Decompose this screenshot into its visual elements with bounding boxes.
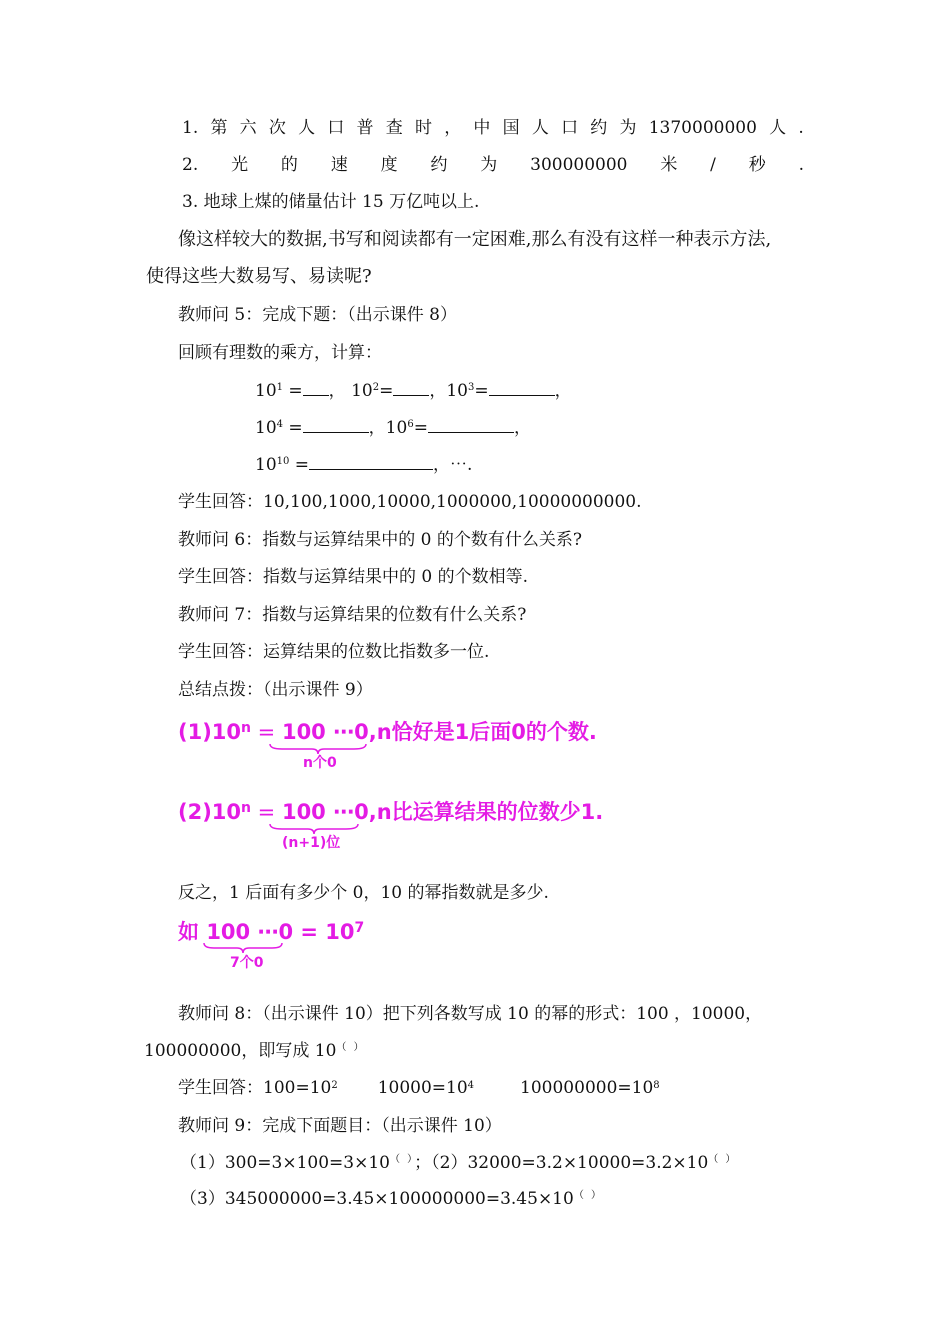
intro-token: 米 [660,155,678,175]
answer-blank[interactable] [303,379,329,396]
review-prompt: 回顾有理数的乘方，计算： [178,343,382,363]
intro-line-3: 3. 地球上煤的储量估计 15 万亿吨以上. [182,192,480,212]
intro-line-2 [182,154,804,176]
intro-token: 中 [473,118,491,138]
student-answer-6: 学生回答：指数与运算结果中的 0 的个数相等. [178,567,529,587]
intro-token: 六 [239,118,257,138]
answer-blank[interactable] [309,453,433,470]
intro-token: 1370000000 [648,118,757,138]
intro-token: 300000000 [530,155,628,175]
intro-token: 时 [414,118,432,138]
power-row-2: $10^4$ = ，$10^6=$ ， [255,418,531,438]
intro-token: 普 [356,118,374,138]
intro-token: . [798,155,804,175]
intro-token: 秒 [748,155,766,175]
answer-blank[interactable] [489,379,555,396]
intro-token: 约 [430,155,448,175]
intro-token: 次 [268,118,286,138]
student-answer-8: 学生回答：$100=10^2$ $10000=10^4$ $100000000=10^8$ [178,1078,660,1098]
intro-token: 查 [385,118,403,138]
student-answer-7: 学生回答：运算结果的位数比指数多一位. [178,642,490,662]
intro-token: 为 [619,118,637,138]
intro-token: 人 [531,118,549,138]
answer-blank[interactable] [428,416,514,433]
formula-1: $(1)10^n = 100$ ⋯0,n恰好是1后面0的个数. [178,720,597,744]
intro-token: . [798,118,804,138]
example-formula: 如 100 ⋯0 = $10^7$ [178,920,365,944]
intro-token: 光 [231,155,249,175]
formula-2: $(2)10^n = 100$ ⋯0,n比运算结果的位数少1. [178,800,604,824]
underbrace-label-2: (n+1)位 [282,835,341,851]
answer-blank[interactable] [393,379,429,396]
teacher-question-7: 教师问 7：指数与运算结果的位数有什么关系? [178,605,527,625]
intro-token: ， [444,118,462,138]
answer-blank[interactable] [303,416,369,433]
intro-token: 国 [502,118,520,138]
intro-paragraph-b: 使得这些大数易写、易读呢? [146,266,372,287]
intro-token: / [710,155,716,175]
teacher-question-9: 教师问 9：完成下面题目：（出示课件 10） [178,1116,502,1136]
intro-line-1 [182,117,804,139]
teacher-question-6: 教师问 6：指数与运算结果中的 0 的个数有什么关系? [178,530,582,550]
summary-heading: 总结点拨：（出示课件 9） [178,680,373,700]
intro-token: 口 [561,118,579,138]
intro-token: 人 [298,118,316,138]
intro-token: 第 [210,118,228,138]
intro-token: 的 [280,155,298,175]
underbrace-label-3: 7个0 [230,955,264,971]
intro-paragraph-a: 像这样较大的数据,书写和阅读都有一定困难,那么有没有这样一种表示方法, [178,229,772,250]
intro-token: 2. [182,155,199,175]
intro-token: 度 [380,155,398,175]
exercise-3: （3）345000000=3.45×100000000=3.45×10（ ） [180,1189,604,1209]
teacher-question-8-a: 教师问 8：（出示课件 10）把下列各数写成 10 的幂的形式：100 ，10000， [178,1004,763,1024]
student-answer-5: 学生回答：10,100,1000,10000,1000000,10000000000. [178,492,642,512]
intro-token: 口 [327,118,345,138]
power-row-3: $10^{10}$ = ，⋯. [255,455,473,475]
teacher-question-8-b: 100000000，即写成 10（ ） [144,1041,366,1061]
power-row-1: $10^1$ = ， $10^2=$ ，$10^3=$ ， [255,381,572,401]
intro-token: 为 [480,155,498,175]
underbrace-label-1: n个0 [303,755,337,771]
teacher-question-5: 教师问 5：完成下题：（出示课件 8） [178,305,457,325]
converse-statement: 反之，1 后面有多少个 0，10 的幂指数就是多少. [178,883,549,903]
intro-token: 速 [330,155,348,175]
intro-token: 1. [182,118,199,138]
intro-token: 人 [769,118,787,138]
exercise-1-2: （1）300=3×100=3×10（ ）；（2）32000=3.2×10000=3.2×10（ ） [180,1153,738,1173]
intro-token: 约 [590,118,608,138]
